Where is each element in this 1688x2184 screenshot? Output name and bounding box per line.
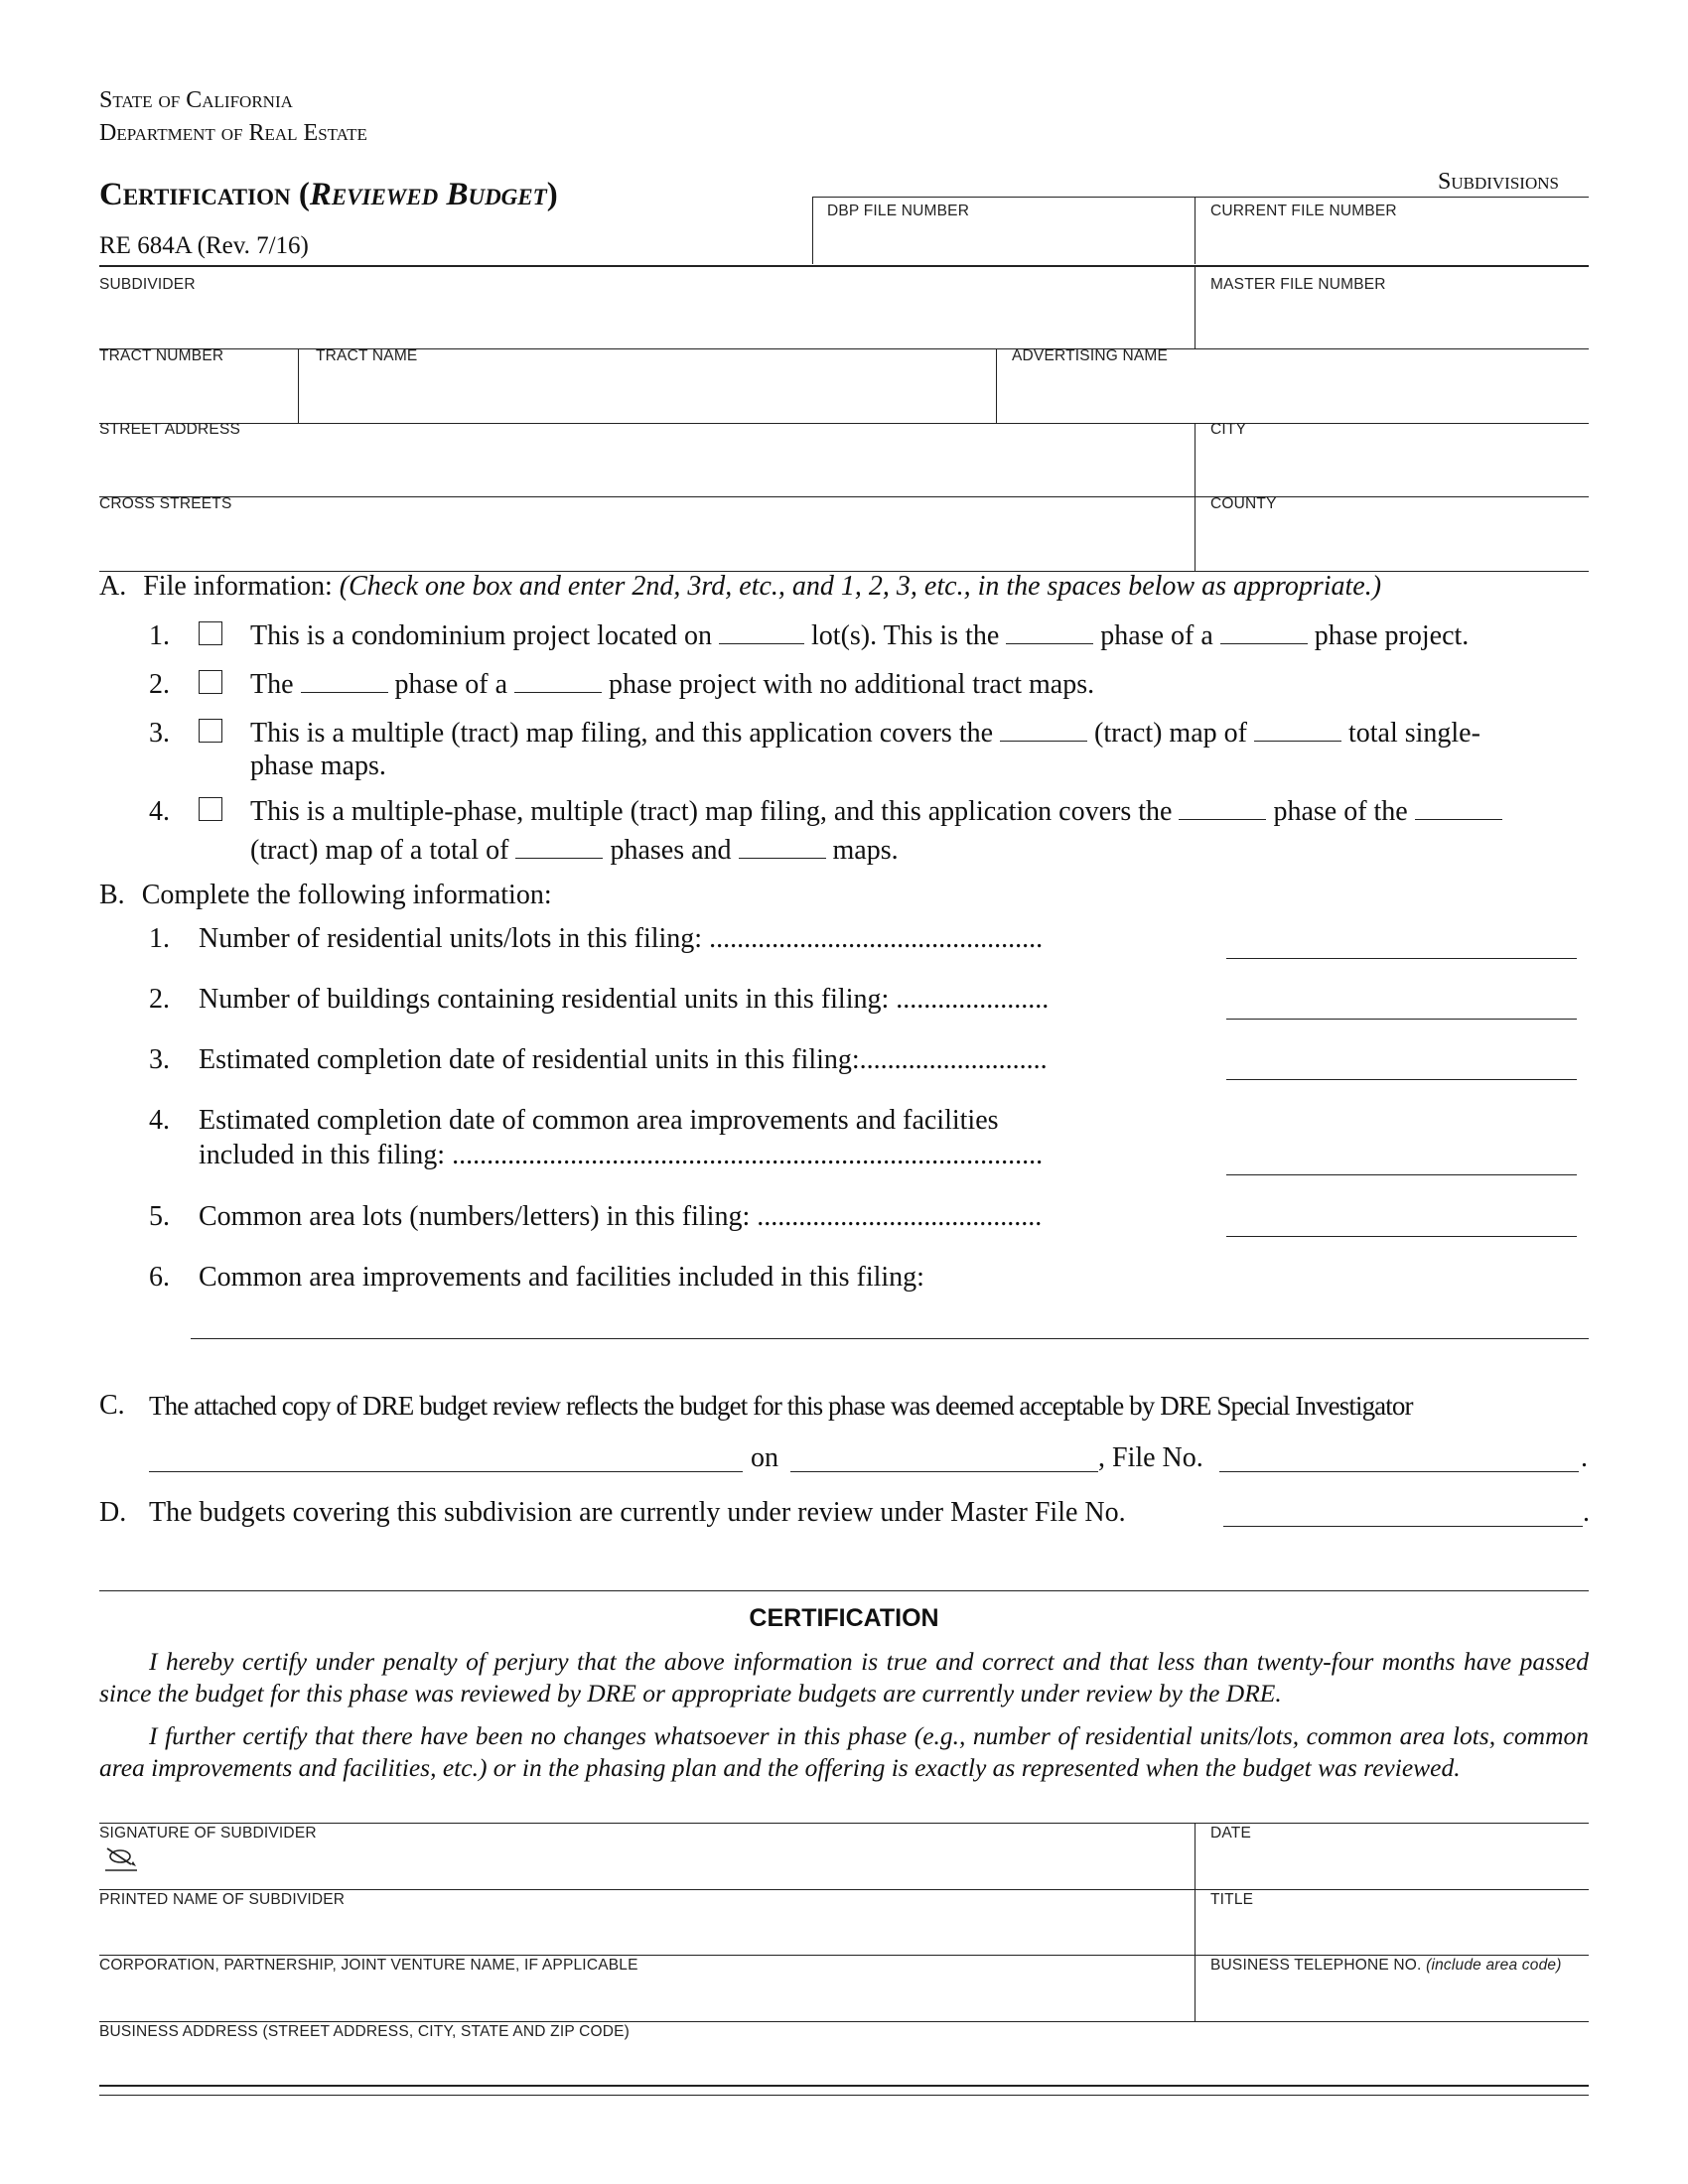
common-area-completion-date-input[interactable] bbox=[1226, 1174, 1577, 1175]
item-a3-part2: (tract) map of bbox=[1094, 718, 1247, 749]
lots-input[interactable] bbox=[719, 619, 804, 644]
form-id: RE 684A (Rev. 7/16) bbox=[99, 232, 309, 259]
section-c-file-no: , File No. bbox=[1098, 1442, 1203, 1473]
a4-phases-input[interactable] bbox=[515, 834, 603, 859]
date-label: DATE bbox=[1210, 1825, 1251, 1842]
cross-streets-label: CROSS STREETS bbox=[99, 495, 232, 512]
item-a4-text bbox=[250, 795, 1502, 829]
street-address-label: STREET ADDRESS bbox=[99, 421, 241, 438]
form-title bbox=[99, 177, 558, 213]
item-a4-part3: (tract) map of a total of bbox=[250, 835, 509, 866]
title-input[interactable] bbox=[1209, 1914, 1582, 1948]
dbp-file-label: DBP FILE NUMBER bbox=[827, 203, 970, 219]
item-b6-text: Common area improvements and facilities included in this filing: bbox=[199, 1262, 924, 1293]
subdivider-input[interactable] bbox=[99, 298, 1182, 332]
printed-name-input[interactable] bbox=[99, 1914, 1182, 1948]
department-name: Department of Real Estate bbox=[99, 120, 367, 146]
section-b-title: Complete the following information: bbox=[141, 880, 552, 910]
section-c-letter: C. bbox=[99, 1390, 125, 1421]
tract-number-input[interactable] bbox=[99, 380, 288, 414]
item-a1-number: 1. bbox=[149, 620, 170, 651]
item-a1-part3: phase of a bbox=[1100, 620, 1213, 651]
tract-name-input[interactable] bbox=[314, 380, 989, 414]
section-c-on: on bbox=[751, 1442, 778, 1473]
city-input[interactable] bbox=[1209, 453, 1582, 486]
a2-phase-input[interactable] bbox=[301, 668, 388, 693]
a4-map-input[interactable] bbox=[1415, 795, 1502, 820]
tract-number-label: TRACT NUMBER bbox=[99, 347, 224, 364]
date-input[interactable] bbox=[1209, 1846, 1582, 1880]
item-a2-number: 2. bbox=[149, 669, 170, 700]
corporation-label: CORPORATION, PARTNERSHIP, JOINT VENTURE NAME, IF APPLICABLE bbox=[99, 1957, 638, 1974]
item-a1-part1: This is a condominium project located on bbox=[250, 620, 713, 651]
item-b4-text: Estimated completion date of common area improvements and facilities bbox=[199, 1105, 999, 1136]
item-a3-number: 3. bbox=[149, 718, 170, 749]
county-label: COUNTY bbox=[1210, 495, 1277, 512]
common-area-facilities-input[interactable] bbox=[191, 1338, 1589, 1339]
tract-name-label: TRACT NAME bbox=[316, 347, 418, 364]
phone-label bbox=[1210, 1957, 1562, 1975]
item-b3-text: Estimated completion date of residential units in this filing:........................... bbox=[199, 1044, 1048, 1075]
item-a4-continuation bbox=[250, 834, 899, 868]
section-b-letter: B. bbox=[99, 880, 125, 910]
item-a3-checkbox[interactable] bbox=[199, 719, 222, 743]
item-b5-number: 5. bbox=[149, 1201, 170, 1232]
residential-units-input[interactable] bbox=[1226, 958, 1577, 959]
form-title-italic: Reviewed Budget bbox=[309, 177, 547, 212]
advertising-name-label: ADVERTISING NAME bbox=[1012, 347, 1169, 364]
section-a-heading bbox=[99, 570, 1381, 604]
business-address-label: BUSINESS ADDRESS (STREET ADDRESS, CITY, STATE AND ZIP CODE) bbox=[99, 2023, 631, 2040]
section-c-period: . bbox=[1581, 1442, 1588, 1473]
item-a3-part1: This is a multiple (tract) map filing, and this application covers the bbox=[250, 718, 994, 749]
certification-heading: CERTIFICATION bbox=[749, 1604, 939, 1632]
master-file-input[interactable] bbox=[1209, 298, 1582, 332]
item-a2-part3: phase project with no additional tract maps. bbox=[609, 669, 1095, 700]
form-title-close: ) bbox=[546, 177, 558, 212]
section-d-period: . bbox=[1583, 1497, 1590, 1528]
item-a1-text bbox=[250, 619, 1469, 653]
a3-total-input[interactable] bbox=[1254, 717, 1341, 742]
item-a2-checkbox[interactable] bbox=[199, 670, 222, 694]
review-date-input[interactable] bbox=[790, 1471, 1098, 1472]
certification-paragraph-1: I hereby certify under penalty of perjury that the above information is true and correct and that less than twenty-four months have passed since the budget for this phase was reviewed by DRE or appropriate budgets are currently under review by the DRE. bbox=[99, 1647, 1589, 1707]
units-completion-date-input[interactable] bbox=[1226, 1079, 1577, 1080]
dbp-file-input[interactable] bbox=[826, 223, 1184, 257]
item-a4-part1: This is a multiple-phase, multiple (tract) map filing, and this application covers the bbox=[250, 796, 1173, 827]
item-b5-text: Common area lots (numbers/letters) in this filing: ......................................... bbox=[199, 1201, 1043, 1232]
city-label: CITY bbox=[1210, 421, 1247, 438]
a1-phase-input[interactable] bbox=[1006, 619, 1093, 644]
a4-phase-input[interactable] bbox=[1179, 795, 1266, 820]
item-b1-text: Number of residential units/lots in this filing: ................................................ bbox=[199, 923, 1044, 954]
item-b1-number: 1. bbox=[149, 923, 170, 954]
category-label: Subdivisions bbox=[1438, 169, 1559, 195]
phone-label-text: BUSINESS TELEPHONE NO. bbox=[1210, 1957, 1422, 1974]
county-input[interactable] bbox=[1209, 528, 1582, 562]
item-a3-text bbox=[250, 717, 1480, 751]
phone-input[interactable] bbox=[1209, 1979, 1582, 2013]
section-c-text: The attached copy of DRE budget review reflects the budget for this phase was deemed acceptable by DRE Special Investigator bbox=[149, 1391, 1413, 1421]
business-address-input[interactable] bbox=[99, 2045, 1579, 2079]
corporation-input[interactable] bbox=[99, 1979, 1182, 2013]
a1-total-phase-input[interactable] bbox=[1220, 619, 1308, 644]
item-a4-part5: maps. bbox=[832, 835, 899, 866]
section-a-instruction: (Check one box and enter 2nd, 3rd, etc., and 1, 2, 3, etc., in the spaces below as appropriate.) bbox=[339, 571, 1382, 602]
section-a-title: File information: bbox=[143, 571, 333, 602]
investigator-input[interactable] bbox=[149, 1471, 743, 1472]
phone-label-note: (include area code) bbox=[1426, 1957, 1562, 1974]
pen-icon bbox=[103, 1844, 139, 1872]
subdivider-label: SUBDIVIDER bbox=[99, 276, 196, 293]
signature-input[interactable] bbox=[145, 1843, 1182, 1876]
item-a3-part3: total single- bbox=[1347, 718, 1480, 749]
c-file-number-input[interactable] bbox=[1219, 1471, 1579, 1472]
a4-maps-input[interactable] bbox=[739, 834, 826, 859]
current-file-label: CURRENT FILE NUMBER bbox=[1210, 203, 1397, 219]
signature-label: SIGNATURE OF SUBDIVIDER bbox=[99, 1825, 317, 1842]
item-a4-checkbox[interactable] bbox=[199, 797, 222, 821]
master-file-no-input[interactable] bbox=[1223, 1526, 1583, 1527]
current-file-input[interactable] bbox=[1209, 223, 1582, 257]
common-area-lots-input[interactable] bbox=[1226, 1236, 1577, 1237]
a3-map-input[interactable] bbox=[1000, 717, 1087, 742]
title-label: TITLE bbox=[1210, 1891, 1254, 1908]
item-a3-continuation: phase maps. bbox=[250, 751, 386, 781]
item-b2-number: 2. bbox=[149, 984, 170, 1015]
section-d-letter: D. bbox=[99, 1497, 127, 1528]
section-d-text: The budgets covering this subdivision are currently under review under Master File No. bbox=[149, 1497, 1126, 1528]
item-b4-number: 4. bbox=[149, 1105, 170, 1136]
item-a1-checkbox[interactable] bbox=[199, 621, 222, 645]
item-b4-continuation: included in this filing: ..................................................................................... bbox=[199, 1140, 1044, 1170]
item-b3-number: 3. bbox=[149, 1044, 170, 1075]
cross-streets-input[interactable] bbox=[99, 528, 1182, 562]
advertising-name-input[interactable] bbox=[1011, 380, 1582, 414]
form-title-main: Certification ( bbox=[99, 177, 310, 212]
state-name: State of California bbox=[99, 87, 293, 113]
item-a4-part4: phases and bbox=[610, 835, 732, 866]
printed-name-label: PRINTED NAME OF SUBDIVIDER bbox=[99, 1891, 346, 1908]
master-file-label: MASTER FILE NUMBER bbox=[1210, 276, 1386, 293]
section-a-letter: A. bbox=[99, 571, 127, 602]
item-a4-number: 4. bbox=[149, 796, 170, 827]
item-a1-part2: lot(s). This is the bbox=[811, 620, 1000, 651]
item-a2-text bbox=[250, 668, 1094, 702]
street-address-input[interactable] bbox=[99, 453, 1182, 486]
a2-total-phase-input[interactable] bbox=[514, 668, 602, 693]
item-a2-part1: The bbox=[250, 669, 294, 700]
item-a1-part4: phase project. bbox=[1314, 620, 1470, 651]
item-a4-part2: phase of the bbox=[1273, 796, 1408, 827]
item-b2-text: Number of buildings containing residential units in this filing: ...................... bbox=[199, 984, 1050, 1015]
section-b-heading bbox=[99, 879, 552, 912]
item-b6-number: 6. bbox=[149, 1262, 170, 1293]
certification-paragraph-2: I further certify that there have been no changes whatsoever in this phase (e.g., number of residential units/lots, common area lots, common area improvements and facilities, etc.) or in the phasing plan and the offering is exactly as represented when the budget was reviewed. bbox=[99, 1721, 1589, 1782]
buildings-input[interactable] bbox=[1226, 1019, 1577, 1020]
item-a2-part2: phase of a bbox=[394, 669, 508, 700]
